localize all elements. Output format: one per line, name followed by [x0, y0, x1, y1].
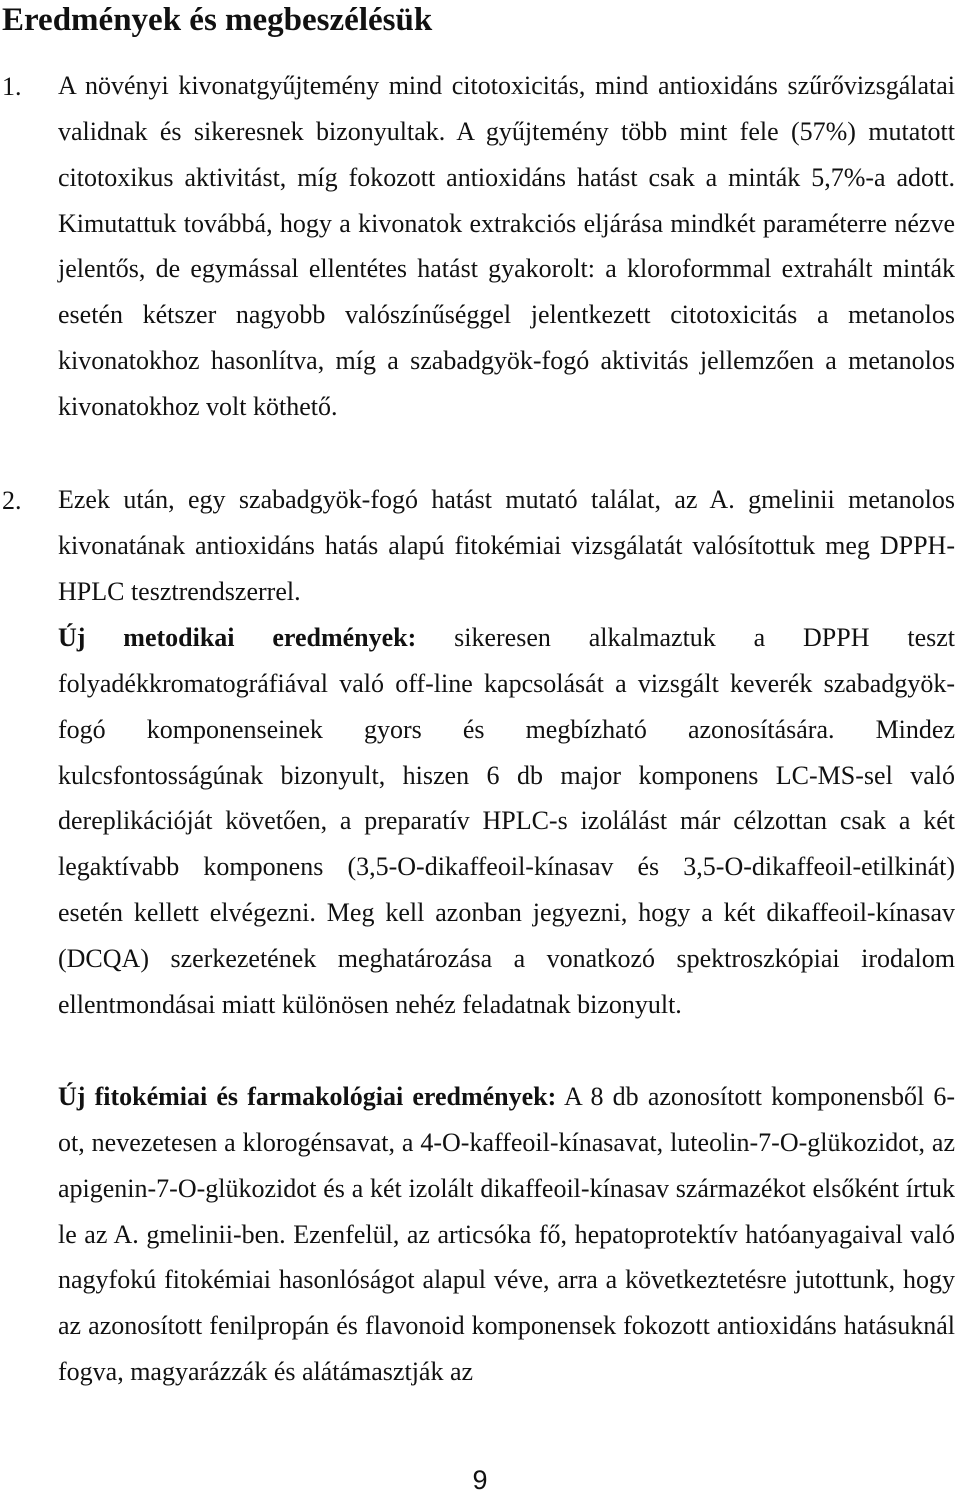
phytochemical-text: A 8 db azonosított komponensből 6-ot, nevezetesen a klorogénsavat, a 4-O-kaffeoil-kínasavat, luteolin-7-O-glükozidot, az apigenin-7-O-glükozidot és a két izolált dikaffeoil-kínasav származékot elsőként írtuk le az A. gmelinii-ben. Ezenfelül, az articsóka fő, hepatoprotektív hatóanyagaival való nagyfokú fitokémiai hasonlóságot alapul véve, arra a következtetésre jutottunk, hogy az azonosított fenilpropán és flavonoid komponensek fokozott antioxidáns hatásuknál fogva, magyarázzák és alátámasztják az [58, 1082, 956, 1387]
phytochemical-paragraph [58, 1074, 955, 1395]
phytochemical-lead: Új fitokémiai és farmakológiai eredmények: [58, 1082, 557, 1111]
list-item-1-text: A növényi kivonatgyűjtemény mind citotoxicitás, mind antioxidáns szűrővizsgálatai validnak és sikeresnek bizonyultak. A gyűjtemény több mint fele (57%) mutatott citotoxikus aktivitást, míg fokozott antioxidáns hatást csak a minták 5,7%-a adott. Kimutattuk továbbá, hogy a kivonatok extrakciós eljárása mindkét paraméterre nézve jelentős, de egymással ellentétes hatást gyakorolt: a kloroformmal extrahált minták esetén kétszer nagyobb valószínűséggel jelentkezett citotoxicitás a metanolos kivonatokhoz hasonlítva, míg a szabadgyök-fogó aktivitás jellemzően a metanolos kivonatokhoz volt köthető. [58, 71, 955, 421]
list-item-2-text: Ezek után, egy szabadgyök-fogó hatást mutató találat, az A. gmelinii metanolos kivonatának antioxidáns hatás alapú fitokémiai vizsgálatát valósítottuk meg DPPH- HPLC tesztrendszerrel. [58, 485, 955, 606]
list-item-1-number: 1. [2, 72, 22, 101]
section-heading: Eredmények és megbeszélésük [2, 2, 433, 38]
methods-paragraph [58, 615, 955, 1028]
methods-text: sikeresen alkalmaztuk a DPPH teszt folyadékkromatográfiával való off-line kapcsolását a vizsgált keverék szabadgyök-fogó komponenseinek gyors és megbízható azonosítására. Mindez kulcsfontosságúnak bizonyult, hiszen 6 db major komponens LC-MS-sel való dereplikációját követően, a preparatív HPLC-s izolálást már célzottan csak a két legaktívabb komponens (3,5-O-dikaffeoil-kínasav és 3,5-O-dikaffeoil-etilkinát) esetén kellett elvégezni. Meg kell azonban jegyezni, hogy a két dikaffeoil-kínasav (DCQA) szerkezetének meghatározása a vonatkozó spektroszkópiai irodalom ellentmondásai miatt különösen nehéz feladatnak bizonyult. [58, 623, 956, 1019]
methods-lead: Új metodikai eredmények: [58, 623, 417, 652]
page-number: 9 [472, 1465, 488, 1495]
list-item-2-number: 2. [2, 486, 22, 515]
